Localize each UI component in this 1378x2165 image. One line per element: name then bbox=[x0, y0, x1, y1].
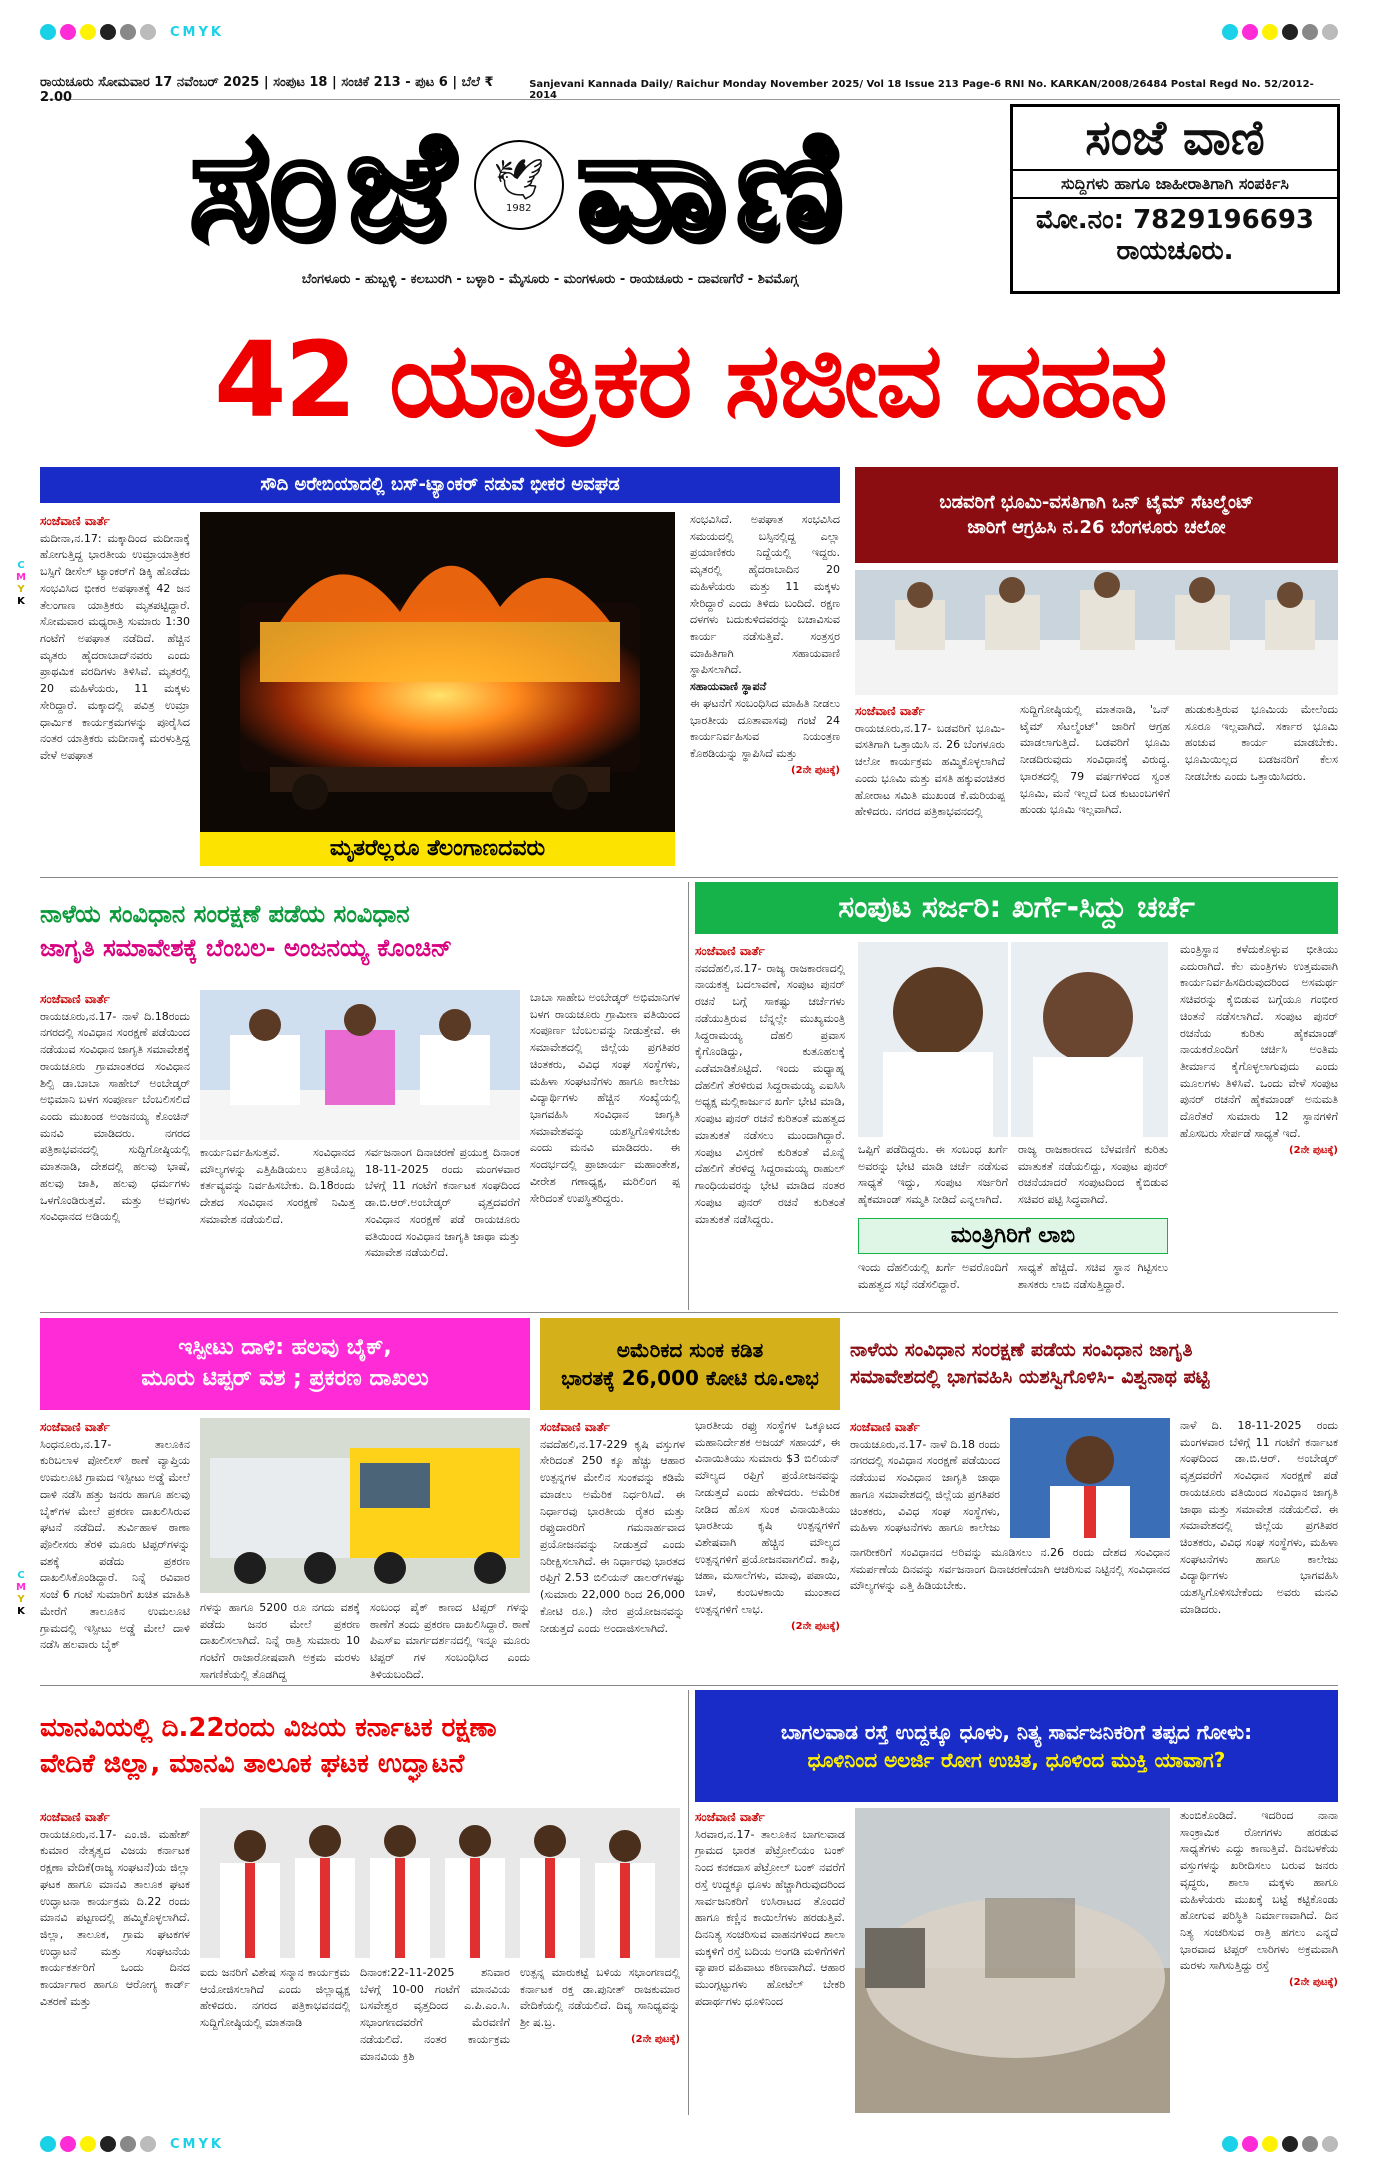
story4-col2: ಒಪ್ಪಿಗೆ ಪಡೆದಿದ್ದರು. ಈ ಸಂಬಂಧ ಖರ್ಗೆ ಅವರನ್ನು ಭೇಟಿ ಮಾಡಿ ಚರ್ಚೆ ನಡೆಸುವ ಸಾಧ್ಯತೆ ಇದ್ದು, ಸಂಪುಟ ಸರ್ಜರಿಗೆ ಹೈಕಮಾಂಡ್ ಸಮ್ಮತಿ ನೀಡಿದೆ ಎನ್ನಲಾಗಿದೆ. bbox=[858, 1143, 1008, 1207]
story1-more-link[interactable]: (2ನೇ ಪುಟಕ್ಕೆ) bbox=[791, 764, 840, 776]
story5-col1: ಸಂಜೆವಾಣಿ ವಾರ್ತೆ ಸಿಂಧನೂರು,ನ.17- ತಾಲೂಕಿನ ಕುರಿಬಲಾಳ ಪೋಲೀಸ್ ಠಾಣೆ ವ್ಯಾಪ್ತಿಯ ಉಮಲೂಟಿ ಗ್ರಾಮದ ಇಸ್ಪೀಟು ಅಡ್ಡೆ ಮೇಲೆ ದಾಳಿ ನಡೆಸಿ ಹತ್ತು ಜನರು ಹಾಗೂ ಹಲವು ಬೈಕ್‌ಗಳ ಮೇಲೆ ಪ್ರಕರಣ ದಾಖಲಿಸಿರುವ ಘಟನೆ ನಡೆದಿದೆ. ತುರ್ವಿಹಾಳ ಠಾಣಾ ಪೊಲೀಸರು ತೆರಳಿ ಮೂರು ಟಿಪ್ಪರ್‌ಗಳನ್ನು ವಶಕ್ಕೆ ಪಡೆದು ಪ್ರಕರಣ ದಾಖಲಿಸಿಕೊಂಡಿದ್ದಾರೆ. ನಿನ್ನೆ ರವಿವಾರ ಸಂಜೆ 6 ಗಂಟೆ ಸುಮಾರಿಗೆ ಖಚಿತ ಮಾಹಿತಿ ಮೇರೆಗೆ ತಾಲೂಕಿನ ಉಮಲೂಟಿ ಗ್ರಾಮದಲ್ಲಿ ಇಸ್ಪೀಟು ಅಡ್ಡೆ ಮೇಲೆ ದಾಳಿ ನಡೆಸಿ ಹಲವಾರು ಬೈಕ್ bbox=[40, 1420, 190, 1652]
story9-title-line2: ಧೂಳಿನಿಂದ ಅಲರ್ಜಿ ರೋಗ ಉಚಿತ, ಧೂಳಿಂದ ಮುಕ್ತಿ ಯಾವಾಗ? bbox=[807, 1748, 1226, 1772]
story2-col2: ಸುದ್ದಿಗೋಷ್ಠಿಯಲ್ಲಿ ಮಾತನಾಡಿ, 'ಒನ್ ಟೈಮ್ ಸೆಟಲ್ಮೆಂಟ್' ಜಾರಿಗೆ ಆಗ್ರಹ ಮಾಡಲಾಗುತ್ತಿದೆ. ಬಡವರಿಗೆ ಭೂಮಿ ನೀಡದಿರುವುದು ಸಂವಿಧಾನಕ್ಕೆ ವಿರುದ್ಧ. ಭಾರತದಲ್ಲಿ 79 ವರ್ಷಗಳಿಂದ ಸ್ವಂತ ಭೂಮಿ, ಮನೆ ಇಲ್ಲದೆ ಬಡ ಕುಟುಂಬಗಳಿಗೆ ಹುಂಡು ಭೂಮಿ ಇಲ್ಲವಾಗಿದೆ. bbox=[1020, 703, 1170, 817]
registration-marks-top-right bbox=[1222, 24, 1338, 40]
magenta-dot bbox=[60, 24, 76, 40]
story8-col1: ಸಂಜೆವಾಣಿ ವಾರ್ತೆ ರಾಯಚೂರು,ನ.17- ಎಂ.ಜಿ. ಮಹೇಶ್ ಕುಮಾರ ನೇತೃತ್ವದ ವಿಜಯ ಕರ್ನಾಟಕ ರಕ್ಷಣಾ ವೇದಿಕೆ(ರಾಜ್ಯ ಸಂಘಟನೆ)ಯ ಜಿಲ್ಲಾ ಘಟಕ ಹಾಗೂ ಮಾನವಿ ತಾಲೂಕ ಘಟಕ ಉದ್ಘಾಟನಾ ಕಾರ್ಯಕ್ರಮ ದಿ.22 ರಂದು ಮಾನವಿ ಪಟ್ಟಣದಲ್ಲಿ ಹಮ್ಮಿಕೊಳ್ಳಲಾಗಿದೆ. ಜಿಲ್ಲಾ, ತಾಲೂಕ, ಗ್ರಾಮ ಘಟಕಗಳ ಉದ್ಘಾಟನೆ ಮತ್ತು ಸಂಘಟನೆಯ ಕಾರ್ಯಕರ್ತರಿಗೆ ಒಂದು ದಿನದ ಕಾರ್ಯಾಗಾರ ಹಾಗೂ ಆರೋಗ್ಯ ಕಾರ್ಡ್ ವಿತರಣೆ ಮತ್ತು bbox=[40, 1810, 190, 2008]
contact-label: ಸುದ್ದಿಗಳು ಹಾಗೂ ಜಾಹೀರಾತಿಗಾಗಿ ಸಂಪರ್ಕಿಸಿ bbox=[1013, 169, 1337, 199]
dateline-english: Sanjevani Kannada Daily/ Raichur Monday November 2025/ Vol 18 Issue 213 Page-6 RNI No. KARKAN/2008/26484 Postal Regd No. 52/2012-2014 bbox=[529, 78, 1314, 101]
story7-col2: ನಾಗರೀಕರಿಗೆ ಸಂವಿಧಾನದ ಅರಿವನ್ನು ಮೂಡಿಸಲು ನ.26 ರಂದು ದೇಶದ ಸಂವಿಧಾನ ಸಮರ್ಪಣೆಯ ದಿನವನ್ನು ಸರ್ವಜನಾಂಗ ದಿನಾಚರಣೆಯಾಗಿ ಆಚರಿಸುವ ನಿಟ್ಟಿನಲ್ಲಿ ಸಂವಿಧಾನದ ಮೌಲ್ಯಗಳನ್ನು ಎತ್ತಿ ಹಿಡಿಯಬೇಕು. bbox=[850, 1546, 1170, 1593]
story4-more-link[interactable]: (2ನೇ ಪುಟಕ್ಕೆ) bbox=[1289, 1144, 1338, 1156]
constitution-press-photo bbox=[200, 990, 520, 1140]
story7-title-line2: ಸಮಾವೇಶದಲ್ಲಿ ಭಾಗವಹಿಸಿ ಯಶಸ್ವಿಗೊಳಿಸಿ- ವಿಶ್ವನಾಥ ಪಟ್ಟಿ bbox=[850, 1366, 1210, 1388]
story5-title-line2: ಮೂರು ಟಿಪ್ಪರ್ ವಶ ; ಪ್ರಕರಣ ದಾಖಲು bbox=[141, 1366, 429, 1391]
story5-headline bbox=[40, 1318, 530, 1410]
story3-col1: ಸಂಜೆವಾಣಿ ವಾರ್ತೆ ರಾಯಚೂರು,ನ.17- ನಾಳೆ ದಿ.18ರಂದು ನಗರದಲ್ಲಿ ಸಂವಿಧಾನ ಸಂರಕ್ಷಣೆ ಪಡೆಯಿಂದ ನಡೆಯುವ ಸಂವಿಧಾನ ಜಾಗೃತಿ ಸಮಾವೇಶಕ್ಕೆ ರಾಯಚೂರು ಗ್ರಾಮಾಂತರದ ಸಂವಿಧಾನ ಶಿಲ್ಪಿ ಡಾ.ಬಾಬಾ ಸಾಹೇಬ್ ಅಂಬೇಡ್ಕರ್ ಅಭಿಮಾನಿ ಬಳಗ ಸಂಪೂರ್ಣ ಬೆಂಬಲಿಸಲಿದೆ ಎಂದು ಮುಖಂಡ ಅಂಜನಯ್ಯ ಕೊಂಚಿನ್ ಮನವಿ ಮಾಡಿದರು. ನಗರದ ಪತ್ರಿಕಾಭವನದಲ್ಲಿ ಸುದ್ದಿಗೋಷ್ಠಿಯಲ್ಲಿ ಮಾತನಾಡಿ, ದೇಶದಲ್ಲಿ ಹಲವು ಭಾಷೆ, ಹಲವು ಜಾತಿ, ಹಲವು ಧರ್ಮಗಳು ಒಳಗೊಂಡಿರುತ್ತವೆ. ಮತ್ತು ಅವುಗಳು ಸಂವಿಧಾನದ ಅಡಿಯಲ್ಲಿ bbox=[40, 992, 190, 1224]
story4-col3: ರಾಜ್ಯ ರಾಜಕಾರಣದ ಬೆಳವಣಿಗೆ ಕುರಿತು ಮಾತುಕತೆ ನಡೆಯಲಿದ್ದು, ಸಂಪುಟ ಪುನರ್ ರಚನೆಯಾದರೆ ಸಂಪುಟದಿಂದ ಕೈಬಿಡುವ ಸಚಿವರ ಪಟ್ಟಿ ಸಿದ್ಧವಾಗಿದೆ. bbox=[1018, 1143, 1168, 1207]
story3-headline bbox=[40, 882, 680, 982]
dusty-road-photo bbox=[855, 1808, 1170, 2113]
light-gray-dot bbox=[140, 24, 156, 40]
story7-title-line1: ನಾಳೆಯ ಸಂವಿಧಾನ ಸಂರಕ್ಷಣೆ ಪಡೆಯ ಸಂವಿಧಾನ ಜಾಗೃತಿ bbox=[850, 1339, 1193, 1362]
story9-more-link[interactable]: (2ನೇ ಪುಟಕ್ಕೆ) bbox=[1289, 1977, 1338, 1989]
yellow-dot bbox=[80, 24, 96, 40]
story6-title-line1: ಅಮೆರಿಕದ ಸುಂಕ ಕಡಿತ bbox=[616, 1338, 764, 1362]
masthead-title-right: ವಾಣಿ bbox=[575, 95, 852, 272]
edition-cities: ಬೆಂಗಳೂರು - ಹುಬ್ಬಳ್ಳಿ - ಕಲಬುರಗಿ - ಬಳ್ಳಾರಿ - ಮೈಸೂರು - ಮಂಗಳೂರು - ರಾಯಚೂರು - ದಾವಣಗೆರೆ - ಶಿವಮೊಗ್ಗ bbox=[301, 272, 799, 287]
registration-marks-top-left bbox=[40, 24, 224, 40]
story6-col1: ಸಂಜೆವಾಣಿ ವಾರ್ತೆ ನವದೆಹಲಿ,ನ.17-229 ಕೃಷಿ ವಸ್ತುಗಳ ಸೇರಿದಂತೆ 250 ಕ್ಕೂ ಹೆಚ್ಚು ಆಹಾರ ಉತ್ಪನ್ನಗಳ ಮೇಲಿನ ಸುಂಕವನ್ನು ಕಡಿಮೆ ಮಾಡಲು ಅಮೆರಿಕ ನಿರ್ಧರಿಸಿದೆ. ಈ ನಿರ್ಧಾರವು ಭಾರತೀಯ ರೈತರ ಮತ್ತು ರಫ್ತುದಾರರಿಗೆ ಗಮನಾರ್ಹವಾದ ಪ್ರಯೋಜನವನ್ನು ನೀಡುತ್ತದೆ ಎಂದು ನಿರೀಕ್ಷಿಸಲಾಗಿದೆ. ಈ ನಿರ್ಧಾರವು ಭಾರತದ ರಫ್ತಿಗೆ 2.53 ಬಿಲಿಯನ್ ಡಾಲರ್‌ಗಳಷ್ಟು (ಸುಮಾರು 22,000 ರಿಂದ 26,000 ಕೋಟಿ ರೂ.) ನೇರ ಪ್ರಯೋಜನವನ್ನು ನೀಡುತ್ತದೆ ಎಂದು ಅಂದಾಜಿಸಲಾಗಿದೆ. bbox=[540, 1420, 685, 1635]
story6-title-line2: ಭಾರತಕ್ಕೆ 26,000 ಕೋಟಿ ರೂ.ಲಾಭ bbox=[561, 1366, 819, 1390]
masthead-title-left: ಸಂಜೆ bbox=[188, 95, 462, 272]
story4-col1: ಸಂಜೆವಾಣಿ ವಾರ್ತೆ ನವದೆಹಲಿ,ನ.17- ರಾಜ್ಯ ರಾಜಕಾರಣದಲ್ಲಿ ನಾಯಕತ್ವ ಬದಲಾವಣೆ, ಸಂಪುಟ ಪುನರ್ ರಚನೆ ಬಗ್ಗೆ ಸಾಕಷ್ಟು ಚರ್ಚೆಗಳು ನಡೆಯುತ್ತಿರುವ ಬೆನ್ನಲ್ಲೇ ಮುಖ್ಯಮಂತ್ರಿ ಸಿದ್ದರಾಮಯ್ಯ ದೆಹಲಿ ಪ್ರವಾಸ ಕೈಗೊಂಡಿದ್ದು, ಕುತೂಹಲಕ್ಕೆ ಎಡೆಮಾಡಿಕೊಟ್ಟಿದೆ. ಇಂದು ಮಧ್ಯಾಹ್ನ ದೆಹಲಿಗೆ ತೆರಳಿರುವ ಸಿದ್ದರಾಮಯ್ಯ ಎಐಸಿಸಿ ಅಧ್ಯಕ್ಷ ಮಲ್ಲಿಕಾರ್ಜುನ ಖರ್ಗೆ ಭೇಟಿ ಮಾಡಿ, ಸಂಪುಟ ಪುನರ್ ರಚನೆ ಕುರಿತಂತೆ ಮಹತ್ವದ ಮಾತುಕತೆ ನಡೆಸಲು ಮುಂದಾಗಿದ್ದಾರೆ. ಸಂಪುಟ ವಿಸ್ತರಣೆ ಕುರಿತಂತೆ ಮೊನ್ನೆ ದೆಹಲಿಗೆ ತೆರಳಿದ್ದ ಸಿದ್ದರಾಮಯ್ಯ ರಾಹುಲ್ ಗಾಂಧಿಯವರನ್ನು ಭೇಟಿ ಮಾಡಿದ ನಂತರ ಸಂಪುಟ ಪುನರ್ ರಚನೆ ಕುರಿತಂತೆ ಮಾತುಕತೆ ನಡೆಸಿದ್ದರು. bbox=[695, 944, 845, 1226]
main-headline: 42 ಯಾತ್ರಿಕರ ಸಜೀವ ದಹನ bbox=[214, 318, 1166, 441]
story8-col3: ದಿನಾಂಕ:22-11-2025 ಶನಿವಾರ ಬೆಳಗ್ಗೆ 10-00 ಗಂಟೆಗೆ ಮಾನವಿಯ ಬಸವೇಶ್ವರ ವೃತ್ತದಿಂದ ಎ.ಪಿ.ಎಂ.ಸಿ. ಸಭಾಂಗಣದವರೆಗೆ ಮೆರವಣಿಗೆ ನಡೆಯಲಿದೆ. ನಂತರ ಕಾರ್ಯಕ್ರಮ ಮಾನವಿಯ ಕ್ರಿಶಿ bbox=[360, 1966, 510, 2063]
story3-col-photo-right: ಸರ್ವಜನಾಂಗ ದಿನಾಚರಣೆ ಪ್ರಯುಕ್ತ ದಿನಾಂಕ 18-11-2025 ರಂದು ಮಂಗಳವಾರ ಬೆಳಗ್ಗೆ 11 ಗಂಟೆಗೆ ಕರ್ನಾಟಕ ಸಂಘದಿಂದ ಡಾ.ಬಿ.ಆರ್.ಅಂಬೇಡ್ಕರ್ ವೃತ್ತದವರೆಗೆ ಸಂವಿಧಾನ ಸಂರಕ್ಷಣೆ ಪಡೆ ರಾಯಚೂರು ವತಿಯಿಂದ ಸಂವಿಧಾನ ಜಾಗೃತಿ ಜಾಥಾ ಮತ್ತು ಸಮಾವೇಶ ನಡೆಯಲಿದೆ. bbox=[365, 1146, 520, 1260]
story2-title-line1: ಬಡವರಿಗೆ ಭೂಮಿ-ವಸತಿಗಾಗಿ ಒನ್ ಟೈಮ್ ಸೆಟಲ್ಮೆಂಟ್ bbox=[939, 491, 1254, 513]
story8-more-link[interactable]: (2ನೇ ಪುಟಕ್ಕೆ) bbox=[631, 2033, 680, 2045]
story2-headline bbox=[855, 467, 1338, 563]
story2-col3: ಹುಡುಕುತ್ತಿರುವ ಭೂಮಿಯ ಮೇಲೆಂದು ಸೂರೂ ಇಲ್ಲವಾಗಿದೆ. ಸರ್ಕಾರ ಭೂಮಿ ಹಂಚುವ ಕಾರ್ಯ ಮಾಡಬೇಕು. ಭೂಮಿಯಿಲ್ಲದ ಬಡಜನರಿಗೆ ಕೆಲಸ ನೀಡಬೇಕು ಎಂದು ಒತ್ತಾಯಿಸಿದರು. bbox=[1185, 703, 1338, 783]
story7-col1: ಸಂಜೆವಾಣಿ ವಾರ್ತೆ ರಾಯಚೂರು,ನ.17- ನಾಳೆ ದಿ.18 ರಂದು ನಗರದಲ್ಲಿ ಸಂವಿಧಾನ ಸಂರಕ್ಷಣೆ ಪಡೆಯಿಂದ ನಡೆಯುವ ಸಂವಿಧಾನ ಜಾಗೃತಿ ಜಾಥಾ ಹಾಗೂ ಸಮಾವೇಶದಲ್ಲಿ ಜಿಲ್ಲೆಯ ಪ್ರಗತಿಪರ ಚಿಂತಕರು, ವಿವಿಧ ಸಂಘ ಸಂಸ್ಥೆಗಳು, ಮಹಿಳಾ ಸಂಘಟನೆಗಳು ಹಾಗೂ ಕಾಲೇಜು bbox=[850, 1420, 1000, 1535]
story1-helpline-head: ಸಹಾಯವಾಣಿ ಸ್ಥಾಪನೆ bbox=[690, 680, 767, 694]
black-dot bbox=[100, 24, 116, 40]
story3-title-line1: ನಾಳೆಯ ಸಂವಿಧಾನ ಸಂರಕ್ಷಣೆ ಪಡೆಯ ಸಂವಿಧಾನ bbox=[40, 900, 410, 929]
story4-col4: ಮಂತ್ರಿಸ್ಥಾನ ಕಳೆದುಕೊಳ್ಳುವ ಭೀತಿಯು ಎದುರಾಗಿದೆ. ಕೆಲ ಮಂತ್ರಿಗಳು ಉತ್ತಮವಾಗಿ ಕಾರ್ಯನಿರ್ವಹಿಸದಿರುವುದರಿಂದ ಅಸಮರ್ಥ ಸಚಿವರನ್ನು ಕೈಬಿಡುವ ಬಗ್ಗೆಯೂ ಗಂಭೀರ ಚಿಂತನೆ ನಡೆಸಲಾಗಿದೆ. ಸಂಪುಟ ಪುನರ್ ರಚನೆಯ ಕುರಿತು ಹೈಕಮಾಂಡ್ ನಾಯಕರೊಂದಿಗೆ ಚರ್ಚಿಸಿ ಅಂತಿಮ ತೀರ್ಮಾನ ಕೈಗೊಳ್ಳಲಾಗುವುದು ಎಂದು ಮೂಲಗಳು ತಿಳಿಸಿವೆ. ಒಂದು ವೇಳೆ ಸಂಪುಟ ಪುನರ್ ರಚನೆಗೆ ಹೈಕಮಾಂಡ್ ಅನುಮತಿ ದೊರೆತರೆ ಸುಮಾರು 12 ಸ್ಥಾನಗಳಿಗೆ ಹೊಸಬರು ಸೇರ್ಪಡೆ ಸಾಧ್ಯತೆ ಇದೆ. (2ನೇ ಪುಟಕ್ಕೆ) bbox=[1180, 942, 1338, 1312]
story3-col2: ಬಾಬಾ ಸಾಹೇಬ ಅಂಬೇಡ್ಕರ್ ಅಭಿಮಾನಿಗಳ ಬಳಗ ರಾಯಚೂರು ಗ್ರಾಮೀಣ ವತಿಯಿಂದ ಸಂಪೂರ್ಣ ಬೆಂಬಲವನ್ನು ನೀಡುತ್ತೇವೆ. ಈ ಸಮಾವೇಶದಲ್ಲಿ ಜಿಲ್ಲೆಯ ಪ್ರಗತಿಪರ ಚಿಂತಕರು, ವಿವಿಧ ಸಂಘ ಸಂಸ್ಥೆಗಳು, ಮಹಿಳಾ ಸಂಘಟನೆಗಳು ಹಾಗೂ ಕಾಲೇಜು ವಿದ್ಯಾರ್ಥಿಗಳು ಹೆಚ್ಚಿನ ಸಂಖ್ಯೆಯಲ್ಲಿ ಭಾಗವಹಿಸಿ ಸಂವಿಧಾನ ಜಾಗೃತಿ ಸಮಾವೇಶವನ್ನು ಯಶಸ್ವಿಗೊಳಿಸಬೇಕು ಎಂದು ಮನವಿ ಮಾಡಿದರು. ಈ ಸಂದರ್ಭದಲ್ಲಿ ಪ್ರಾಚಾರ್ಯ ಮಹಾಂತೇಶ, ವೀರೇಶ ಗಣಾಧ್ಯಕ್ಷ, ಮರಿಲಿಂಗ ಪ್ಪ ಸೇರಿದಂತೆ ಉಪಸ್ಥಿತರಿದ್ದರು. bbox=[530, 991, 680, 1205]
contact-place: ರಾಯಚೂರು. bbox=[1116, 236, 1234, 266]
story9-col2: ತುಂಬಿಕೊಂಡಿದೆ. ಇದರಿಂದ ನಾನಾ ಸಾಂಕ್ರಾಮಿಕ ರೋಗಗಳು ಹರಡುವ ಸಾಧ್ಯತೆಗಳು ಎದ್ದು ಕಾಣುತ್ತಿವೆ. ದಿನಬಳಕೆಯ ವಸ್ತುಗಳನ್ನು ಖರೀದಿಸಲು ಬರುವ ಜನರು ವೃದ್ಧರು, ಶಾಲಾ ಮಕ್ಕಳು ಹಾಗೂ ಮಹಿಳೆಯರು ಮುಖಕ್ಕೆ ಬಟ್ಟೆ ಕಟ್ಟಿಕೊಂಡು ಹೋಗುವ ಪರಿಸ್ಥಿತಿ ನಿರ್ಮಾಣವಾಗಿದೆ. ದಿನ ನಿತ್ಯ ಸಂಚರಿಸುವ ರಾತ್ರಿ ಹಗಲು ಎನ್ನದೆ ಭಾರವಾದ ಟಿಪ್ಪರ್ ಲಾರಿಗಳು ಅಕ್ರಮವಾಗಿ ಮರಳು ಸಾಗಿಸುತ್ತಿದ್ದು ರಸ್ತೆ (2ನೇ ಪುಟಕ್ಕೆ) bbox=[1180, 1808, 1338, 2113]
story1-byline: ಸಂಜೆವಾಣಿ ವಾರ್ತೆ bbox=[40, 514, 110, 528]
story8-headline bbox=[40, 1690, 680, 1802]
story1-subhead: ಸೌದಿ ಅರೇಬಿಯಾದಲ್ಲಿ ಬಸ್-ಟ್ಯಾಂಕರ್ ನಡುವೆ ಭೀಕರ ಅವಘಡ bbox=[40, 467, 840, 503]
contact-box bbox=[1010, 104, 1340, 294]
contact-logo: ಸಂಜೆ ವಾಣಿ bbox=[1085, 110, 1265, 166]
story1-caption: ಮೃತರೆಲ್ಲರೂ ತೆಲಂಗಾಣದವರು bbox=[200, 832, 675, 866]
story9-col1: ಸಂಜೆವಾಣಿ ವಾರ್ತೆ ಸಿರವಾರ,ನ.17- ತಾಲೂಕಿನ ಬಾಗಲವಾಡ ಗ್ರಾಮದ ಭಾರತ ಪೆಟ್ರೋಲಿಯಂ ಬಂಕ್ ನಿಂದ ಕನಕದಾಸ ಪೆಟ್ರೋಲ್ ಬಂಕ್ ನವರೆಗೆ ರಸ್ತೆ ಉದ್ದಕ್ಕೂ ಧೂಳು ಹೆಚ್ಚಾಗಿರುವುದರಿಂದ ಸಾರ್ವಜನಿಕರಿಗೆ ಉಸಿರಾಟದ ತೊಂದರೆ ಹಾಗೂ ಕಣ್ಣಿನ ಕಾಯಿಲೆಗಳು ಹರಡುತ್ತಿವೆ. ದಿನನಿತ್ಯ ಸಂಚರಿಸುವ ವಾಹನಗಳಿಂದ ಶಾಲಾ ಮಕ್ಕಳಿಗೆ ರಸ್ತೆ ಬದಿಯ ಅಂಗಡಿ ಮಳಿಗೆಗಳಿಗೆ ವ್ಯಾಪಾರ ವಹಿವಾಟು ಕಠಿಣವಾಗಿದೆ. ಆಹಾರ ಮುಂಗ್ಗಟ್ಟುಗಳು ಹೋಟೆಲ್ ಬೇಕರಿ ಪದಾರ್ಥಗಳು ಧೂಳಿನಿಂದ bbox=[695, 1810, 845, 2008]
story1-col1: ಸಂಜೆವಾಣಿ ವಾರ್ತೆ ಮದೀನಾ,ನ.17: ಮಕ್ಕಾದಿಂದ ಮದೀನಾಕ್ಕೆ ಹೋಗುತ್ತಿದ್ದ ಭಾರತೀಯ ಉಮ್ರಾಯಾತ್ರಿಕರ ಬಸ್ಸಿಗೆ ಡೀಸೆಲ್ ಟ್ಯಾಂಕರ್‌ಗೆ ಡಿಕ್ಕಿ ಹೊಡೆದು ಸಂಭವಿಸಿದ ಭೀಕರ ಅಪಘಾತಕ್ಕೆ 42 ಜನ ತೆಲಂಗಾಣ ಯಾತ್ರಿಕರು ಮೃತಪಟ್ಟಿದ್ದಾರೆ. ಸೋಮವಾರ ಮಧ್ಯರಾತ್ರಿ ಸುಮಾರು 1:30 ಗಂಟೆಗೆ ಅಪಘಾತ ನಡೆದಿದೆ. ಹೆಚ್ಚಿನ ಮೃತರು ಹೈದರಾಬಾದ್‌ನವರು ಎಂದು ಪ್ರಾಥಮಿಕ ವರದಿಗಳು ತಿಳಿಸಿವೆ. ಮೃತರಲ್ಲಿ 20 ಮಹಿಳೆಯರು, 11 ಮಕ್ಕಳು ಸೇರಿದ್ದಾರೆ. ಮಕ್ಕಾದಲ್ಲಿ ಪವಿತ್ರ ಉಮ್ರಾ ಧಾರ್ಮಿಕ ಕಾರ್ಯಕ್ರಮಗಳನ್ನು ಪೂರೈಸಿದ ನಂತರ ಯಾತ್ರಿಕರು ಮದೀನಾಕ್ಕೆ ಮರಳುತ್ತಿದ್ದ ವೇಳೆ ಅಪಘಾತ bbox=[40, 514, 190, 763]
story5-col3: ಸಂಬಂಧ ಪೈಕ್ ಕಾಣದ ಟಿಪ್ಪರ್ ಗಳನ್ನು ಠಾಣೆಗೆ ತಂದು ಪ್ರಕರಣ ದಾಖಲಿಸಿದ್ದಾರೆ. ಠಾಣೆ ಪಿಎಸ್ಐ ಮಾರ್ಗದರ್ಶನದಲ್ಲಿ ಇನ್ನೂ ಮೂರು ಟಿಪ್ಪರ್ ಗಳ ಸಂಬಂಧಿಸಿದ ಎಂದು ತಿಳಿಯಬಂದಿದೆ. bbox=[370, 1601, 530, 1681]
story7-headline bbox=[850, 1318, 1338, 1410]
story4-col6: ಸಾಧ್ಯತೆ ಹೆಚ್ಚಿದೆ. ಸಚಿವ ಸ್ಥಾನ ಗಿಟ್ಟಿಸಲು ಶಾಸಕರು ಲಾಬಿ ನಡೆಸುತ್ತಿದ್ದಾರೆ. bbox=[1018, 1261, 1168, 1291]
story7-col3: ನಾಳೆ ದಿ. 18-11-2025 ರಂದು ಮಂಗಳವಾರ ಬೆಳಿಗ್ಗೆ 11 ಗಂಟೆಗೆ ಕರ್ನಾಟಕ ಸಂಘದಿಂದ ಡಾ.ಬಿ.ಆರ್. ಅಂಬೇಡ್ಕರ್ ವೃತ್ತದವರೆಗೆ ಸಂವಿಧಾನ ಸಂರಕ್ಷಣೆ ಪಡೆ ರಾಯಚೂರು ವತಿಯಿಂದ ಸಂವಿಧಾನ ಜಾಗೃತಿ ಜಾಥಾ ಮತ್ತು ಸಮಾವೇಶ ನಡೆಯಲಿದೆ. ಈ ಸಮಾವೇಶದಲ್ಲಿ ಜಿಲ್ಲೆಯ ಪ್ರಗತಿಪರ ಚಿಂತಕರು, ವಿವಿಧ ಸಂಘ ಸಂಸ್ಥೆಗಳು, ಮಹಿಳಾ ಸಂಘಟನೆಗಳು ಹಾಗೂ ಕಾಲೇಜು ವಿದ್ಯಾರ್ಥಿಗಳು ಭಾಗವಹಿಸಿ ಯಶಸ್ವಿಗೊಳಿಸಬೇಕೆಂದು ಅವರು ಮನವಿ ಮಾಡಿದರು. bbox=[1180, 1419, 1338, 1616]
side-cmyk-marks-upper: C M Y K bbox=[16, 560, 26, 607]
tipper-trucks-photo bbox=[200, 1418, 530, 1593]
story4-col5: ಇಂದು ದೆಹಲಿಯಲ್ಲಿ ಖರ್ಗೆ ಅವರೊಂದಿಗೆ ಮಹತ್ವದ ಸಭೆ ನಡೆಸಲಿದ್ದಾರೆ. bbox=[858, 1261, 1008, 1291]
bus-fire-photo bbox=[200, 512, 675, 832]
story4-headline: ಸಂಪುಟ ಸರ್ಜರಿ: ಖರ್ಗೆ-ಸಿದ್ದು ಚರ್ಚೆ bbox=[695, 882, 1338, 934]
story9-title-line1: ಬಾಗಲವಾಡ ರಸ್ತೆ ಉದ್ದಕ್ಕೂ ಧೂಳು, ನಿತ್ಯ ಸಾರ್ವಜನಿಕರಿಗೆ ತಪ್ಪದ ಗೋಳು: bbox=[780, 1720, 1253, 1744]
logo-year: 1982 bbox=[505, 203, 532, 214]
story4-subhead: ಮಂತ್ರಿಗಿರಿಗೆ ಲಾಬಿ bbox=[858, 1218, 1168, 1254]
newspaper-masthead bbox=[40, 95, 1000, 272]
vishwanath-photo bbox=[1010, 1418, 1170, 1538]
story6-headline bbox=[540, 1318, 840, 1410]
story8-title-line1: ಮಾನವಿಯಲ್ಲಿ ದಿ.22ರಂದು ವಿಜಯ ಕರ್ನಾಟಕ ರಕ್ಷಣಾ bbox=[40, 1712, 497, 1743]
dove-logo-icon: 🕊 1982 bbox=[474, 140, 564, 230]
story6-more-link[interactable]: (2ನೇ ಪುಟಕ್ಕೆ) bbox=[791, 1620, 840, 1632]
contact-phone: ಮೋ.ನಂ: 7829196693 bbox=[1035, 205, 1315, 235]
registration-marks-bottom-right bbox=[1222, 2136, 1338, 2152]
story6-col2: ಭಾರತೀಯ ರಫ್ತು ಸಂಸ್ಥೆಗಳ ಒಕ್ಕೂಟದ ಮಹಾನಿರ್ದೇಶಕ ಅಜಯ್ ಸಹಾಯ್, ಈ ವಿನಾಯಿತಿಯು ಸುಮಾರು $3 ಬಿಲಿಯನ್ ಮೌಲ್ಯದ ರಫ್ತಿಗೆ ಪ್ರಯೋಜನವನ್ನು ನೀಡುತ್ತದೆ ಎಂದು ಹೇಳಿದರು. ಅಮೆರಿಕ ನೀಡಿದ ಹೊಸ ಸುಂಕ ವಿನಾಯಿತಿಯು ಭಾರತೀಯ ಕೃಷಿ ಉತ್ಪನ್ನಗಳಿಗೆ ವಿಶೇಷವಾಗಿ ಹೆಚ್ಚಿನ ಮೌಲ್ಯದ ಉತ್ಪನ್ನಗಳಿಗೆ ಪ್ರಯೋಜನವಾಗಲಿದೆ. ಕಾಫಿ, ಚಹಾ, ಮಸಾಲೆಗಳು, ಮಾವು, ಪಪಾಯಿ, ಬಾಳೆ, ಕುಂಬಳಕಾಯಿ ಮುಂತಾದ ಉತ್ಪನ್ನಗಳಿಗೆ ಲಾಭ. (2ನೇ ಪುಟಕ್ಕೆ) bbox=[695, 1418, 840, 1683]
leaders-photo bbox=[858, 942, 1168, 1137]
gray-dot bbox=[120, 24, 136, 40]
cmyk-label-bottom: CMYK bbox=[170, 2136, 224, 2152]
story5-title-line1: ಇಸ್ಪೀಟು ದಾಳಿ: ಹಲವು ಬೈಕ್, bbox=[178, 1335, 392, 1361]
story8-col2: ಐದು ಜನರಿಗೆ ವಿಶೇಷ ಸನ್ಮಾನ ಕಾರ್ಯಕ್ರಮ ಆಯೋಜಿಸಲಾಗಿದೆ ಎಂದು ಜಿಲ್ಲಾಧ್ಯಕ್ಷ ಹೇಳಿದರು. ನಗರದ ಪತ್ರಿಕಾಭವನದಲ್ಲಿ ಸುದ್ದಿಗೋಷ್ಠಿಯಲ್ಲಿ ಮಾತನಾಡಿ bbox=[200, 1966, 350, 2030]
side-cmyk-marks-lower: C M Y K bbox=[16, 1570, 26, 1617]
manvi-group-photo bbox=[200, 1808, 680, 1958]
story1-col2: ಸಂಭವಿಸಿದೆ. ಅಪಘಾತ ಸಂಭವಿಸಿದ ಸಮಯದಲ್ಲಿ ಬಸ್ಸಿನಲ್ಲಿದ್ದ ಎಲ್ಲಾ ಪ್ರಯಾಣಿಕರು ನಿದ್ದೆಯಲ್ಲಿ ಇದ್ದರು. ಮೃತರಲ್ಲಿ ಹೈದರಾಬಾದಿನ 20 ಮಹಿಳೆಯರು ಮತ್ತು 11 ಮಕ್ಕಳು ಸೇರಿದ್ದಾರೆ ಎಂದು ತಿಳಿದು ಬಂದಿದೆ. ರಕ್ಷಣ ದಳಗಳು ಬದುಕುಳಿದವರನ್ನು ಬಚಾವಿಸುವ ಕಾರ್ಯ ನಡೆಸುತ್ತಿವೆ. ಸಂತ್ರಸ್ತರ ಮಾಹಿತಿಗಾಗಿ ಸಹಾಯವಾಣಿ ಸ್ಥಾಪಿಸಲಾಗಿದೆ. ಸಹಾಯವಾಣಿ ಸ್ಥಾಪನೆ ಈ ಘಟನೆಗೆ ಸಂಬಂಧಿಸಿದ ಮಾಹಿತಿ ನೀಡಲು ಭಾರತೀಯ ದೂತಾವಾಸವು ಗಂಟೆ 24 ಕಾರ್ಯನಿರ್ವಹಿಸುವ ನಿಯಂತ್ರಣ ಕೊಠಡಿಯನ್ನು ಸ್ಥಾಪಿಸಿದೆ ಮತ್ತು (2ನೇ ಪುಟಕ್ಕೆ) bbox=[690, 512, 840, 867]
cmyk-label: CMYK bbox=[170, 24, 224, 40]
story3-col-photo-left: ಕಾರ್ಯನಿರ್ವಹಿಸುತ್ತವೆ. ಸಂವಿಧಾನದ ಮೌಲ್ಯಗಳನ್ನು ಎತ್ತಿಹಿಡಿಯಲು ಪ್ರತಿಯೊಬ್ಬ ಕರ್ತವ್ಯವನ್ನು ನಿರ್ವಹಿಸಬೇಕು. ದಿ.18ರಂದು ದೇಶದ ಸಂವಿಧಾನ ಸಂರಕ್ಷಣೆ ನಿಮಿತ್ತ ಸಮಾವೇಶ ನಡೆಯಲಿದೆ. bbox=[200, 1146, 355, 1226]
press-meet-photo bbox=[855, 570, 1338, 695]
registration-marks-bottom-left bbox=[40, 2136, 224, 2152]
dateline-kannada: ರಾಯಚೂರು ಸೋಮವಾರ 17 ನವೆಂಬರ್ 2025 | ಸಂಪುಟ 18 | ಸಂಚಿಕೆ 213 - ಪುಟ 6 | ಬೆಲೆ ₹ 2.00 bbox=[40, 74, 494, 105]
story8-col4: ಉತ್ಪನ್ನ ಮಾರುಕಟ್ಟೆ ಬಳಿಯ ಸಭಾಂಗಣದಲ್ಲಿ ಕರ್ನಾಟಕ ರಕ್ತ ಡಾ.ಪುನೀತ್ ರಾಜಕುಮಾರ ವೇದಿಕೆಯಲ್ಲಿ ನಡೆಯಲಿದೆ. ದಿವ್ಯ ಸಾನಿಧ್ಯವನ್ನು ಶ್ರೀ ಷ.ಬ್ರ. (2ನೇ ಪುಟಕ್ಕೆ) bbox=[520, 1965, 680, 2113]
cyan-dot bbox=[40, 24, 56, 40]
story8-title-line2: ವೇದಿಕೆ ಜಿಲ್ಲಾ, ಮಾನವಿ ತಾಲೂಕ ಘಟಕ ಉದ್ಘಾಟನೆ bbox=[40, 1749, 465, 1779]
story2-title-line2: ಜಾರಿಗೆ ಆಗ್ರಹಿಸಿ ನ.26 ಬೆಂಗಳೂರು ಚಲೋ bbox=[967, 517, 1226, 538]
story9-headline bbox=[695, 1690, 1338, 1802]
story3-title-line2: ಜಾಗೃತಿ ಸಮಾವೇಶಕ್ಕೆ ಬೆಂಬಲ- ಅಂಜನಯ್ಯ ಕೊಂಚಿನ್ bbox=[40, 934, 453, 962]
story2-col1: ಸಂಜೆವಾಣಿ ವಾರ್ತೆ ರಾಯಚೂರು,ನ.17- ಬಡವರಿಗೆ ಭೂಮಿ-ವಸತಿಗಾಗಿ ಒತ್ತಾಯಿಸಿ ನ. 26 ಬೆಂಗಳೂರು ಚಲೋ ಕಾರ್ಯಕ್ರಮ ಹಮ್ಮಿಕೊಳ್ಳಲಾಗಿದೆ ಎಂದು ಭೂಮಿ ಮತ್ತು ವಸತಿ ಹಕ್ಕುವಂಚಿತರ ಹೋರಾಟ ಸಮಿತಿ ಮುಖಂಡ ಕೆ.ಮರಿಯಪ್ಪ ಹೇಳಿದರು. ನಗರದ ಪತ್ರಿಕಾಭವನದಲ್ಲಿ bbox=[855, 704, 1005, 819]
story5-col2: ಗಳನ್ನು ಹಾಗೂ 5200 ರೂ ನಗದು ವಶಕ್ಕೆ ಪಡೆದು ಜನರ ಮೇಲೆ ಪ್ರಕರಣ ದಾಖಲಿಸಲಾಗಿದೆ. ನಿನ್ನೆ ರಾತ್ರಿ ಸುಮಾರು 10 ಗಂಟೆಗೆ ರಾಜಾರೋಷವಾಗಿ ಅಕ್ರಮ ಮರಳು ಸಾಗಣಿಕೆಯಲ್ಲಿ ತೊಡಗಿದ್ದ bbox=[200, 1601, 360, 1681]
